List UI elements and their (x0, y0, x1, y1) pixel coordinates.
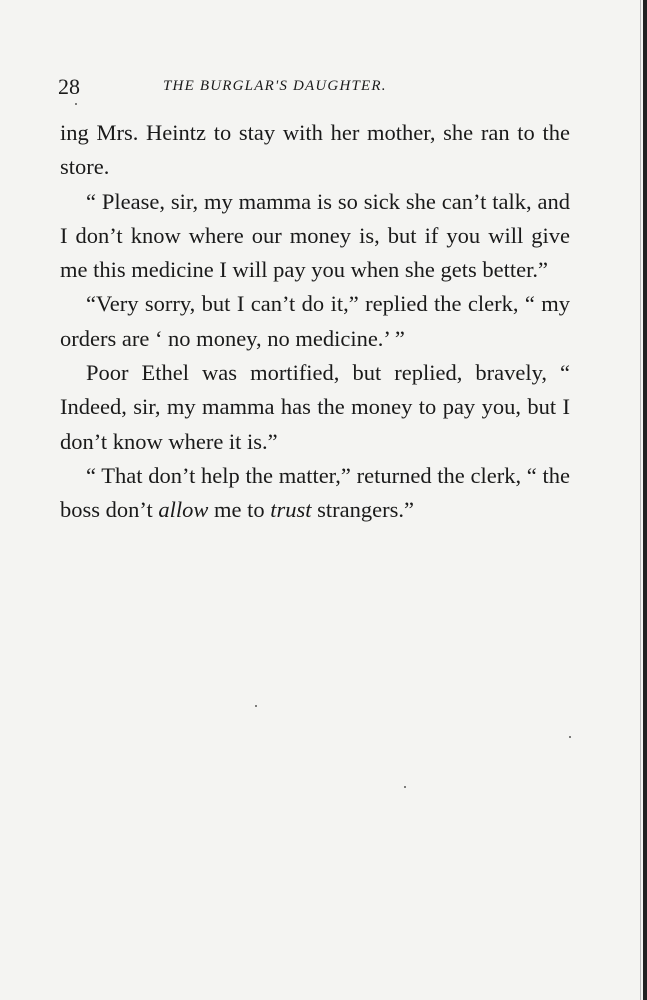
paragraph-3: “Very sorry, but I can’t do it,” replied the clerk, “ my orders are ‘ no money, no medicine.’ ” (60, 291, 570, 351)
page-number: 28 (58, 74, 80, 99)
paragraph-5-italic-trust: trust (270, 497, 312, 523)
paragraph-5-text-c: me to (208, 497, 271, 523)
paragraph-5 (60, 459, 570, 528)
paper-speck (255, 705, 257, 707)
body-text (60, 116, 570, 528)
running-head: THE BURGLAR'S DAUGHTER. (163, 78, 387, 94)
paragraph-2: “ Please, sir, my mamma is so sick she can’t talk, and I don’t know where our money is, but if you will give me this medicine I will pay you when she gets better.” (60, 188, 570, 283)
paragraph-4: Poor Ethel was mortified, but replied, bravely, “ Indeed, sir, my mamma has the money to pay you, but I don’t know where it is.” (60, 360, 570, 454)
page-header (58, 74, 578, 104)
paper-speck (404, 786, 406, 788)
paragraph-5-italic-allow: allow (158, 497, 209, 523)
paragraph-5-text-a: “ That don’t help the matter,” returned the clerk, “ the boss don’t (60, 462, 570, 523)
paper-speck (75, 103, 77, 105)
paper-speck (569, 736, 571, 738)
paragraph-1: ing Mrs. Heintz to stay with her mother, she ran to the store. (60, 120, 570, 180)
page-edge-line (640, 0, 641, 1000)
paragraph-5-text-e: strangers.” (311, 497, 414, 523)
page-edge-shadow (643, 0, 647, 1000)
